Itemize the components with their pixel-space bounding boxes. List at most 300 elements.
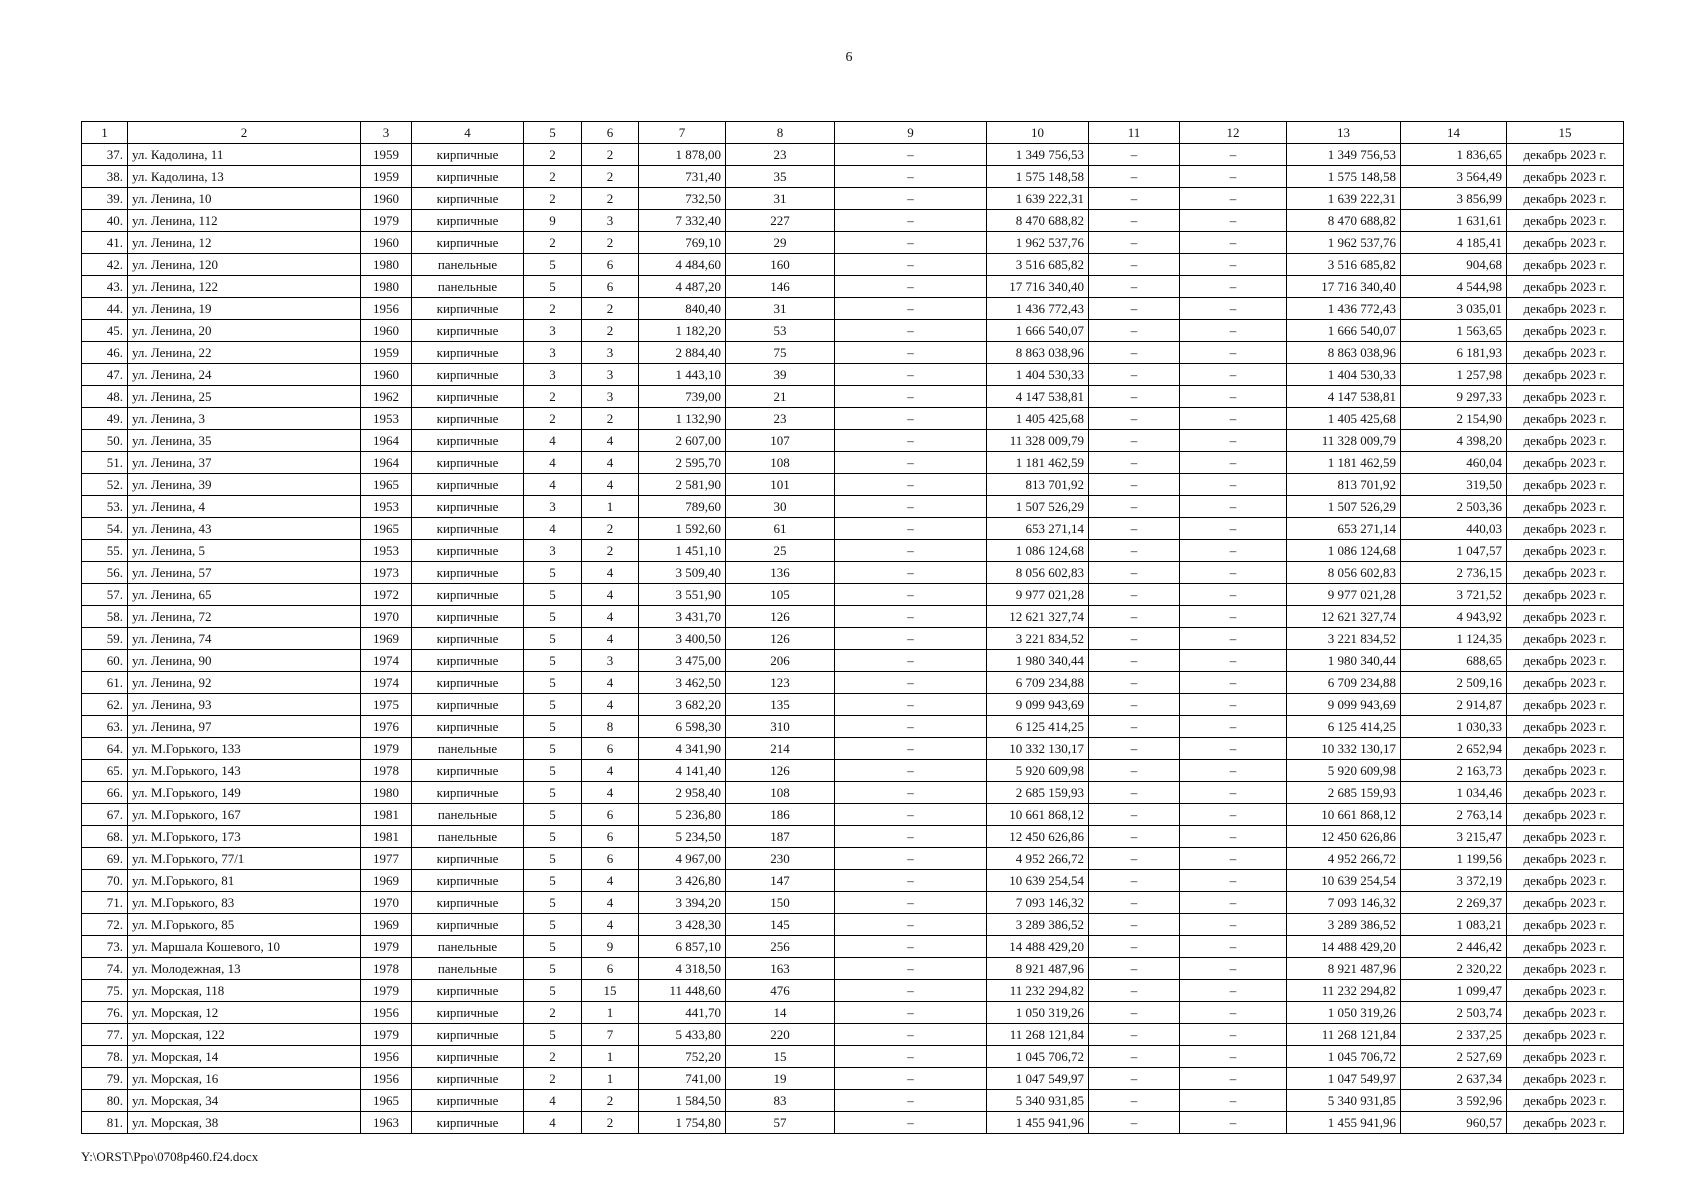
table-cell-col-12: – (1180, 804, 1287, 826)
table-cell-col-13: 6 125 414,25 (1287, 716, 1401, 738)
table-cell-col-5: 4 (524, 452, 582, 474)
table-cell-col-1: 65. (82, 760, 128, 782)
table-cell-col-11: – (1089, 452, 1180, 474)
table-cell-col-4: кирпичные (412, 628, 524, 650)
table-cell-col-6: 6 (582, 826, 639, 848)
table-cell-col-2: ул. Ленина, 19 (128, 298, 361, 320)
column-header-15: 15 (1507, 122, 1624, 144)
table-cell-col-2: ул. Морская, 16 (128, 1068, 361, 1090)
table-cell-col-10: 1 404 530,33 (987, 364, 1089, 386)
table-cell-col-9: – (835, 232, 987, 254)
table-cell-col-8: 19 (726, 1068, 835, 1090)
column-header-3: 3 (361, 122, 412, 144)
table-cell-col-12: – (1180, 386, 1287, 408)
table-cell-col-3: 1980 (361, 782, 412, 804)
table-cell-col-13: 1 507 526,29 (1287, 496, 1401, 518)
table-cell-col-5: 2 (524, 166, 582, 188)
table-row (82, 232, 1624, 254)
table-cell-col-5: 2 (524, 298, 582, 320)
table-row (82, 254, 1624, 276)
table-cell-col-4: кирпичные (412, 364, 524, 386)
table-cell-col-4: кирпичные (412, 848, 524, 870)
table-cell-col-9: – (835, 584, 987, 606)
table-cell-col-7: 3 431,70 (639, 606, 726, 628)
table-cell-col-12: – (1180, 232, 1287, 254)
table-cell-col-4: кирпичные (412, 430, 524, 452)
table-cell-col-7: 5 236,80 (639, 804, 726, 826)
table-cell-col-10: 5 340 931,85 (987, 1090, 1089, 1112)
table-cell-col-10: 8 863 038,96 (987, 342, 1089, 364)
table-cell-col-8: 227 (726, 210, 835, 232)
table-cell-col-13: 1 639 222,31 (1287, 188, 1401, 210)
table-row (82, 166, 1624, 188)
table-row (82, 298, 1624, 320)
table-cell-col-4: кирпичные (412, 518, 524, 540)
table-cell-col-13: 3 221 834,52 (1287, 628, 1401, 650)
table-cell-col-2: ул. Ленина, 72 (128, 606, 361, 628)
table-cell-col-14: 9 297,33 (1401, 386, 1507, 408)
table-cell-col-1: 48. (82, 386, 128, 408)
table-cell-col-3: 1960 (361, 320, 412, 342)
table-cell-col-5: 5 (524, 716, 582, 738)
table-cell-col-6: 3 (582, 386, 639, 408)
table-cell-col-8: 61 (726, 518, 835, 540)
table-cell-col-3: 1969 (361, 870, 412, 892)
table-cell-col-12: – (1180, 826, 1287, 848)
table-cell-col-5: 5 (524, 1024, 582, 1046)
table-cell-col-14: 1 836,65 (1401, 144, 1507, 166)
table-cell-col-10: 8 921 487,96 (987, 958, 1089, 980)
table-cell-col-7: 1 878,00 (639, 144, 726, 166)
table-cell-col-5: 5 (524, 804, 582, 826)
table-cell-col-4: кирпичные (412, 408, 524, 430)
table-cell-col-7: 752,20 (639, 1046, 726, 1068)
table-cell-col-4: кирпичные (412, 452, 524, 474)
table-cell-col-6: 3 (582, 364, 639, 386)
table-cell-col-3: 1960 (361, 188, 412, 210)
table-row (82, 826, 1624, 848)
table-cell-col-1: 68. (82, 826, 128, 848)
table-cell-col-2: ул. Ленина, 25 (128, 386, 361, 408)
table-cell-col-1: 79. (82, 1068, 128, 1090)
table-cell-col-2: ул. Ленина, 20 (128, 320, 361, 342)
table-cell-col-7: 789,60 (639, 496, 726, 518)
table-cell-col-12: – (1180, 584, 1287, 606)
table-cell-col-6: 4 (582, 782, 639, 804)
table-cell-col-12: – (1180, 1090, 1287, 1112)
table-cell-col-15: декабрь 2023 г. (1507, 1002, 1624, 1024)
table-cell-col-8: 53 (726, 320, 835, 342)
table-cell-col-15: декабрь 2023 г. (1507, 914, 1624, 936)
table-cell-col-10: 1 639 222,31 (987, 188, 1089, 210)
table-cell-col-3: 1953 (361, 408, 412, 430)
table-cell-col-13: 1 047 549,97 (1287, 1068, 1401, 1090)
table-cell-col-4: кирпичные (412, 496, 524, 518)
table-cell-col-9: – (835, 496, 987, 518)
table-cell-col-10: 3 221 834,52 (987, 628, 1089, 650)
table-cell-col-9: – (835, 936, 987, 958)
table-cell-col-14: 440,03 (1401, 518, 1507, 540)
table-cell-col-5: 5 (524, 276, 582, 298)
table-cell-col-1: 47. (82, 364, 128, 386)
table-cell-col-15: декабрь 2023 г. (1507, 298, 1624, 320)
table-cell-col-9: – (835, 650, 987, 672)
table-cell-col-13: 11 232 294,82 (1287, 980, 1401, 1002)
table-cell-col-4: кирпичные (412, 914, 524, 936)
table-cell-col-7: 3 682,20 (639, 694, 726, 716)
table-cell-col-9: – (835, 518, 987, 540)
column-header-1: 1 (82, 122, 128, 144)
table-cell-col-6: 2 (582, 188, 639, 210)
table-row (82, 320, 1624, 342)
table-cell-col-1: 72. (82, 914, 128, 936)
table-cell-col-11: – (1089, 430, 1180, 452)
table-cell-col-14: 6 181,93 (1401, 342, 1507, 364)
table-cell-col-9: – (835, 386, 987, 408)
table-cell-col-5: 3 (524, 496, 582, 518)
table-cell-col-8: 108 (726, 452, 835, 474)
table-cell-col-12: – (1180, 210, 1287, 232)
table-cell-col-10: 8 056 602,83 (987, 562, 1089, 584)
table-cell-col-7: 2 958,40 (639, 782, 726, 804)
table-cell-col-10: 1 575 148,58 (987, 166, 1089, 188)
table-cell-col-6: 4 (582, 562, 639, 584)
table-cell-col-9: – (835, 474, 987, 496)
table-cell-col-6: 4 (582, 694, 639, 716)
table-cell-col-2: ул. Ленина, 43 (128, 518, 361, 540)
table-cell-col-12: – (1180, 672, 1287, 694)
table-cell-col-15: декабрь 2023 г. (1507, 496, 1624, 518)
table-cell-col-6: 3 (582, 342, 639, 364)
table-cell-col-7: 4 341,90 (639, 738, 726, 760)
table-cell-col-13: 653 271,14 (1287, 518, 1401, 540)
table-cell-col-7: 11 448,60 (639, 980, 726, 1002)
table-cell-col-4: панельные (412, 254, 524, 276)
column-header-11: 11 (1089, 122, 1180, 144)
table-cell-col-9: – (835, 1046, 987, 1068)
table-row (82, 848, 1624, 870)
table-cell-col-2: ул. М.Горького, 85 (128, 914, 361, 936)
table-cell-col-1: 39. (82, 188, 128, 210)
table-cell-col-3: 1979 (361, 1024, 412, 1046)
table-cell-col-6: 4 (582, 430, 639, 452)
table-row (82, 694, 1624, 716)
table-cell-col-6: 2 (582, 320, 639, 342)
table-cell-col-8: 150 (726, 892, 835, 914)
table-cell-col-1: 38. (82, 166, 128, 188)
table-cell-col-12: – (1180, 496, 1287, 518)
table-row (82, 1046, 1624, 1068)
table-cell-col-2: ул. М.Горького, 143 (128, 760, 361, 782)
table-cell-col-6: 2 (582, 540, 639, 562)
table-cell-col-5: 2 (524, 1002, 582, 1024)
table-cell-col-14: 960,57 (1401, 1112, 1507, 1134)
table-cell-col-1: 57. (82, 584, 128, 606)
table-cell-col-2: ул. Ленина, 10 (128, 188, 361, 210)
table-cell-col-3: 1974 (361, 672, 412, 694)
table-cell-col-3: 1965 (361, 474, 412, 496)
table-cell-col-10: 1 086 124,68 (987, 540, 1089, 562)
table-cell-col-12: – (1180, 540, 1287, 562)
table-cell-col-13: 1 405 425,68 (1287, 408, 1401, 430)
table-cell-col-4: кирпичные (412, 144, 524, 166)
table-cell-col-15: декабрь 2023 г. (1507, 1068, 1624, 1090)
table-cell-col-5: 9 (524, 210, 582, 232)
table-cell-col-5: 5 (524, 628, 582, 650)
table-row (82, 562, 1624, 584)
table-cell-col-5: 4 (524, 474, 582, 496)
table-cell-col-1: 77. (82, 1024, 128, 1046)
table-cell-col-4: кирпичные (412, 562, 524, 584)
table-cell-col-2: ул. Ленина, 4 (128, 496, 361, 518)
table-cell-col-15: декабрь 2023 г. (1507, 364, 1624, 386)
table-cell-col-3: 1979 (361, 936, 412, 958)
table-cell-col-6: 6 (582, 276, 639, 298)
table-cell-col-11: – (1089, 782, 1180, 804)
table-cell-col-8: 23 (726, 144, 835, 166)
table-cell-col-2: ул. Ленина, 37 (128, 452, 361, 474)
table-cell-col-8: 206 (726, 650, 835, 672)
table-cell-col-3: 1959 (361, 144, 412, 166)
table-cell-col-8: 186 (726, 804, 835, 826)
table-cell-col-3: 1974 (361, 650, 412, 672)
table-cell-col-13: 8 921 487,96 (1287, 958, 1401, 980)
table-cell-col-6: 4 (582, 870, 639, 892)
table-cell-col-14: 4 544,98 (1401, 276, 1507, 298)
table-cell-col-13: 8 863 038,96 (1287, 342, 1401, 364)
table-cell-col-7: 4 318,50 (639, 958, 726, 980)
table-cell-col-12: – (1180, 320, 1287, 342)
table-cell-col-15: декабрь 2023 г. (1507, 804, 1624, 826)
table-cell-col-4: кирпичные (412, 892, 524, 914)
table-cell-col-6: 4 (582, 760, 639, 782)
table-cell-col-12: – (1180, 870, 1287, 892)
table-cell-col-15: декабрь 2023 г. (1507, 1112, 1624, 1134)
table-cell-col-5: 5 (524, 694, 582, 716)
table-row (82, 276, 1624, 298)
column-header-5: 5 (524, 122, 582, 144)
table-cell-col-11: – (1089, 518, 1180, 540)
table-cell-col-11: – (1089, 804, 1180, 826)
table-cell-col-9: – (835, 760, 987, 782)
table-cell-col-12: – (1180, 980, 1287, 1002)
table-cell-col-4: кирпичные (412, 980, 524, 1002)
table-cell-col-10: 3 516 685,82 (987, 254, 1089, 276)
table-cell-col-7: 732,50 (639, 188, 726, 210)
table-row (82, 892, 1624, 914)
table-cell-col-2: ул. Ленина, 112 (128, 210, 361, 232)
table-cell-col-5: 5 (524, 606, 582, 628)
table-cell-col-15: декабрь 2023 г. (1507, 848, 1624, 870)
table-cell-col-1: 45. (82, 320, 128, 342)
table-cell-col-8: 256 (726, 936, 835, 958)
table-cell-col-10: 813 701,92 (987, 474, 1089, 496)
table-cell-col-11: – (1089, 892, 1180, 914)
table-cell-col-3: 1959 (361, 166, 412, 188)
table-cell-col-8: 476 (726, 980, 835, 1002)
table-cell-col-10: 1 980 340,44 (987, 650, 1089, 672)
table-cell-col-11: – (1089, 826, 1180, 848)
table-cell-col-3: 1979 (361, 210, 412, 232)
table-row (82, 980, 1624, 1002)
table-cell-col-6: 3 (582, 210, 639, 232)
table-cell-col-14: 3 856,99 (1401, 188, 1507, 210)
table-row (82, 584, 1624, 606)
table-cell-col-7: 739,00 (639, 386, 726, 408)
table-cell-col-2: ул. Кадолина, 13 (128, 166, 361, 188)
table-cell-col-3: 1969 (361, 628, 412, 650)
table-cell-col-9: – (835, 210, 987, 232)
table-cell-col-15: декабрь 2023 г. (1507, 518, 1624, 540)
table-cell-col-7: 441,70 (639, 1002, 726, 1024)
table-cell-col-5: 5 (524, 562, 582, 584)
table-cell-col-11: – (1089, 144, 1180, 166)
table-cell-col-2: ул. Ленина, 92 (128, 672, 361, 694)
table-cell-col-5: 5 (524, 892, 582, 914)
table-cell-col-15: декабрь 2023 г. (1507, 870, 1624, 892)
table-row (82, 958, 1624, 980)
table-cell-col-7: 6 598,30 (639, 716, 726, 738)
table-cell-col-2: ул. М.Горького, 83 (128, 892, 361, 914)
table-cell-col-10: 11 232 294,82 (987, 980, 1089, 1002)
table-cell-col-4: кирпичные (412, 232, 524, 254)
table-cell-col-13: 12 621 327,74 (1287, 606, 1401, 628)
table-cell-col-7: 1 182,20 (639, 320, 726, 342)
table-cell-col-7: 1 584,50 (639, 1090, 726, 1112)
table-cell-col-14: 4 943,92 (1401, 606, 1507, 628)
table-cell-col-4: кирпичные (412, 1024, 524, 1046)
table-cell-col-9: – (835, 1112, 987, 1134)
table-cell-col-10: 653 271,14 (987, 518, 1089, 540)
table-cell-col-8: 135 (726, 694, 835, 716)
table-cell-col-13: 1 962 537,76 (1287, 232, 1401, 254)
table-cell-col-1: 44. (82, 298, 128, 320)
table-cell-col-3: 1960 (361, 232, 412, 254)
table-cell-col-12: – (1180, 782, 1287, 804)
table-cell-col-11: – (1089, 958, 1180, 980)
table-cell-col-11: – (1089, 342, 1180, 364)
table-cell-col-2: ул. Морская, 118 (128, 980, 361, 1002)
table-cell-col-12: – (1180, 452, 1287, 474)
table-cell-col-10: 10 639 254,54 (987, 870, 1089, 892)
table-cell-col-10: 11 328 009,79 (987, 430, 1089, 452)
table-cell-col-14: 2 503,74 (1401, 1002, 1507, 1024)
table-cell-col-4: кирпичные (412, 1046, 524, 1068)
table-cell-col-2: ул. Ленина, 24 (128, 364, 361, 386)
table-cell-col-12: – (1180, 1002, 1287, 1024)
table-cell-col-8: 14 (726, 1002, 835, 1024)
table-cell-col-4: кирпичные (412, 1090, 524, 1112)
table-cell-col-3: 1978 (361, 760, 412, 782)
table-cell-col-11: – (1089, 540, 1180, 562)
table-cell-col-15: декабрь 2023 г. (1507, 254, 1624, 276)
table-cell-col-6: 4 (582, 892, 639, 914)
table-cell-col-15: декабрь 2023 г. (1507, 452, 1624, 474)
table-cell-col-2: ул. Ленина, 5 (128, 540, 361, 562)
table-cell-col-15: декабрь 2023 г. (1507, 1024, 1624, 1046)
table-cell-col-15: декабрь 2023 г. (1507, 826, 1624, 848)
table-cell-col-11: – (1089, 738, 1180, 760)
column-header-10: 10 (987, 122, 1089, 144)
table-cell-col-8: 15 (726, 1046, 835, 1068)
table-cell-col-3: 1965 (361, 1090, 412, 1112)
table-cell-col-10: 1 455 941,96 (987, 1112, 1089, 1134)
table-cell-col-13: 7 093 146,32 (1287, 892, 1401, 914)
table-cell-col-5: 5 (524, 584, 582, 606)
table-cell-col-12: – (1180, 408, 1287, 430)
table-cell-col-4: панельные (412, 958, 524, 980)
table-cell-col-10: 1 349 756,53 (987, 144, 1089, 166)
table-cell-col-11: – (1089, 474, 1180, 496)
table-cell-col-2: ул. М.Горького, 167 (128, 804, 361, 826)
table-cell-col-1: 58. (82, 606, 128, 628)
table-cell-col-3: 1977 (361, 848, 412, 870)
table-cell-col-3: 1965 (361, 518, 412, 540)
table-cell-col-1: 75. (82, 980, 128, 1002)
table-cell-col-1: 61. (82, 672, 128, 694)
table-cell-col-1: 51. (82, 452, 128, 474)
column-header-7: 7 (639, 122, 726, 144)
table-cell-col-15: декабрь 2023 г. (1507, 232, 1624, 254)
table-cell-col-14: 1 631,61 (1401, 210, 1507, 232)
table-cell-col-15: декабрь 2023 г. (1507, 958, 1624, 980)
table-cell-col-4: кирпичные (412, 606, 524, 628)
table-cell-col-3: 1978 (361, 958, 412, 980)
table-cell-col-14: 2 763,14 (1401, 804, 1507, 826)
table-cell-col-4: кирпичные (412, 716, 524, 738)
table-cell-col-4: кирпичные (412, 474, 524, 496)
table-cell-col-4: кирпичные (412, 782, 524, 804)
table-cell-col-5: 4 (524, 518, 582, 540)
table-cell-col-8: 136 (726, 562, 835, 584)
table-cell-col-7: 6 857,10 (639, 936, 726, 958)
table-cell-col-11: – (1089, 848, 1180, 870)
table-cell-col-2: ул. Ленина, 122 (128, 276, 361, 298)
table-cell-col-7: 4 487,20 (639, 276, 726, 298)
table-cell-col-8: 126 (726, 606, 835, 628)
table-cell-col-5: 5 (524, 980, 582, 1002)
table-cell-col-3: 1960 (361, 364, 412, 386)
table-cell-col-6: 4 (582, 584, 639, 606)
table-cell-col-6: 6 (582, 958, 639, 980)
table-cell-col-8: 57 (726, 1112, 835, 1134)
table-cell-col-9: – (835, 826, 987, 848)
table-cell-col-12: – (1180, 694, 1287, 716)
table-cell-col-1: 54. (82, 518, 128, 540)
table-row (82, 1024, 1624, 1046)
table-cell-col-6: 4 (582, 452, 639, 474)
table-cell-col-12: – (1180, 188, 1287, 210)
table-cell-col-4: кирпичные (412, 584, 524, 606)
table-cell-col-7: 1 754,80 (639, 1112, 726, 1134)
table-cell-col-14: 2 652,94 (1401, 738, 1507, 760)
table-cell-col-15: декабрь 2023 г. (1507, 474, 1624, 496)
table-cell-col-8: 146 (726, 276, 835, 298)
table-cell-col-5: 3 (524, 364, 582, 386)
table-cell-col-5: 5 (524, 760, 582, 782)
table-cell-col-6: 15 (582, 980, 639, 1002)
table-cell-col-9: – (835, 452, 987, 474)
table-cell-col-6: 6 (582, 738, 639, 760)
table-cell-col-4: кирпичные (412, 1112, 524, 1134)
table-cell-col-1: 49. (82, 408, 128, 430)
table-cell-col-6: 7 (582, 1024, 639, 1046)
table-cell-col-1: 40. (82, 210, 128, 232)
table-body (82, 144, 1624, 1134)
table-cell-col-11: – (1089, 210, 1180, 232)
table-cell-col-14: 1 124,35 (1401, 628, 1507, 650)
table-cell-col-6: 2 (582, 144, 639, 166)
